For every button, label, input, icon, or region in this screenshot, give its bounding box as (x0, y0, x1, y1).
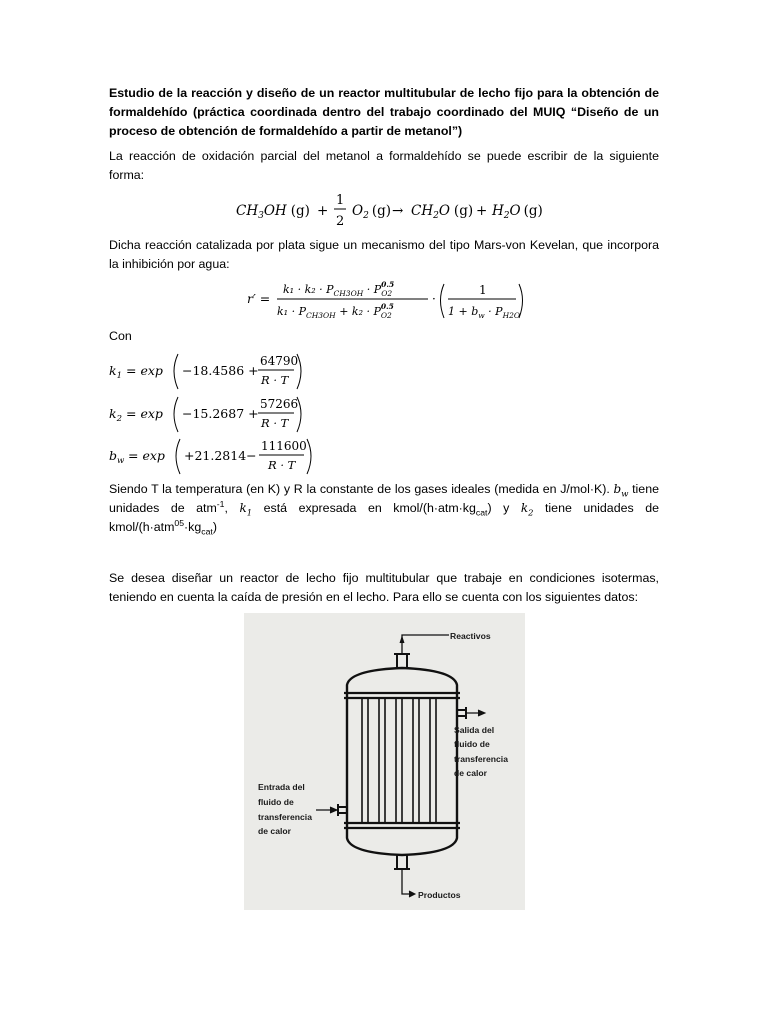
intro-paragraph: La reacción de oxidación parcial del metanol a formaldehído se puede escribir de la siguiente forma: (109, 149, 659, 182)
label-entrada-3: transferencia (258, 812, 312, 822)
oxygen-formula: $O_2$ (g) (352, 203, 391, 221)
con-label: Con (109, 329, 132, 343)
units-exp-sup: 05 (174, 517, 185, 528)
left-paren (441, 284, 445, 318)
units-cat-sub-2: cat (201, 526, 213, 537)
bw-denominator: R · T (268, 458, 296, 472)
units-paragraph (109, 480, 659, 537)
k1-left-paren (174, 354, 178, 389)
label-salida-4: de calor (454, 768, 487, 778)
bw-inline: $b_w$ (613, 482, 629, 499)
bw-numerator: 111600 (261, 439, 307, 453)
label-salida-3: transferencia (454, 754, 508, 764)
k2-numerator: 57266 (260, 397, 299, 411)
constant-k1-equation (108, 351, 308, 391)
reactor-diagram (244, 613, 525, 910)
mechanism-paragraph: Dicha reacción catalizada por plata sigue un mecanismo del tipo Mars-von Kevelan, que incorpora la inhibición por agua: (109, 238, 659, 271)
units-text-5: ) y (487, 501, 510, 515)
rate-lhs: r′ = (247, 291, 271, 306)
k1-numerator: 64790 (260, 354, 299, 368)
bw-symbol: $b_w$ (109, 448, 125, 466)
k2-denominator: R · T (261, 416, 289, 430)
units-text-2: tiene unidades de atm (109, 482, 659, 515)
k1-symbol: $k_1$ (109, 363, 122, 381)
label-salida-1: Salida del (454, 725, 495, 735)
label-entrada-1: Entrada del (258, 782, 305, 792)
units-text-4: está expresada en kmol/(h·atm·kg (263, 501, 476, 515)
k2-symbol: $k_2$ (109, 406, 122, 424)
k2-exp: = exp (126, 406, 163, 421)
k2-inline: $k_2$ (520, 501, 534, 518)
label-entrada-2: fluido de (258, 797, 294, 807)
label-salida-2: fluido de (454, 739, 490, 749)
bw-constant: +21.2814− (184, 448, 257, 463)
units-text-1: Siendo T la temperatura (en K) y R la constante de los gases ideales (medida en J/mol·K). (109, 482, 610, 496)
water-formula: $H_2O$ (g) (492, 203, 543, 221)
half-numerator: 1 (336, 193, 345, 208)
constant-k2-equation (108, 394, 308, 434)
document-heading: Estudio de la reacción y diseño de un reactor multitubular de lecho fijo para la obtención de formaldehído (práctica coordinada dentro del trabajo coordinado del MUIQ “Diseño de un proceso de obtención de formaldehído a partir de metanol”) (109, 86, 659, 138)
k2-left-paren (174, 397, 178, 432)
units-cat-sub-1: cat (475, 507, 488, 518)
label-reactivos: Reactivos (450, 631, 491, 641)
k1-inline: $k_1$ (239, 501, 253, 518)
inhibition-numerator: 1 (479, 283, 487, 297)
plus-sign: + (317, 203, 329, 219)
reaction-equation (230, 190, 543, 230)
k1-constant: −18.4586 + (182, 363, 259, 378)
units-text-7: ·kg (184, 520, 202, 534)
rate-dot: · (432, 292, 436, 306)
bw-left-paren (176, 439, 180, 474)
formaldehyde-formula: $CH_2O$ (g) (411, 203, 474, 221)
label-productos: Productos (418, 890, 461, 900)
rate-equation (245, 278, 530, 324)
units-text-6: tiene unidades de kmol/(h·atm (109, 501, 659, 534)
methanol-formula: $CH_3OH$ (g) (236, 203, 310, 221)
reaction-arrow: → (392, 203, 404, 219)
bw-right-paren (307, 439, 311, 474)
units-comma: , (224, 501, 228, 515)
rate-denominator: $k_1 \cdot P_{CH3OH} + k_2 \cdot P_{O2}0.5$ (277, 302, 394, 320)
bw-exp: = exp (128, 448, 165, 463)
units-text-2-sup: -1 (216, 498, 225, 509)
label-entrada-4: de calor (258, 826, 291, 836)
k1-exp: = exp (126, 363, 163, 378)
half-denominator: 2 (336, 214, 345, 229)
inhibition-denominator: $1 + b_w \cdot P_{H2O}$ (448, 305, 521, 320)
units-text-8: ) (212, 520, 217, 534)
constant-bw-equation (108, 436, 323, 476)
design-paragraph: Se desea diseñar un reactor de lecho fijo multitubular que trabaje en condiciones isotermas, teniendo en cuenta la caída de presión en el lecho. Para ello se cuenta con los siguientes datos: (109, 571, 659, 604)
rate-numerator: $k_1 \cdot k_2 \cdot P_{CH3OH} \cdot P_{O2}0.5$ (283, 280, 395, 298)
plus-sign-2: + (476, 203, 488, 219)
k1-denominator: R · T (261, 373, 289, 387)
k2-constant: −15.2687 + (182, 406, 259, 421)
